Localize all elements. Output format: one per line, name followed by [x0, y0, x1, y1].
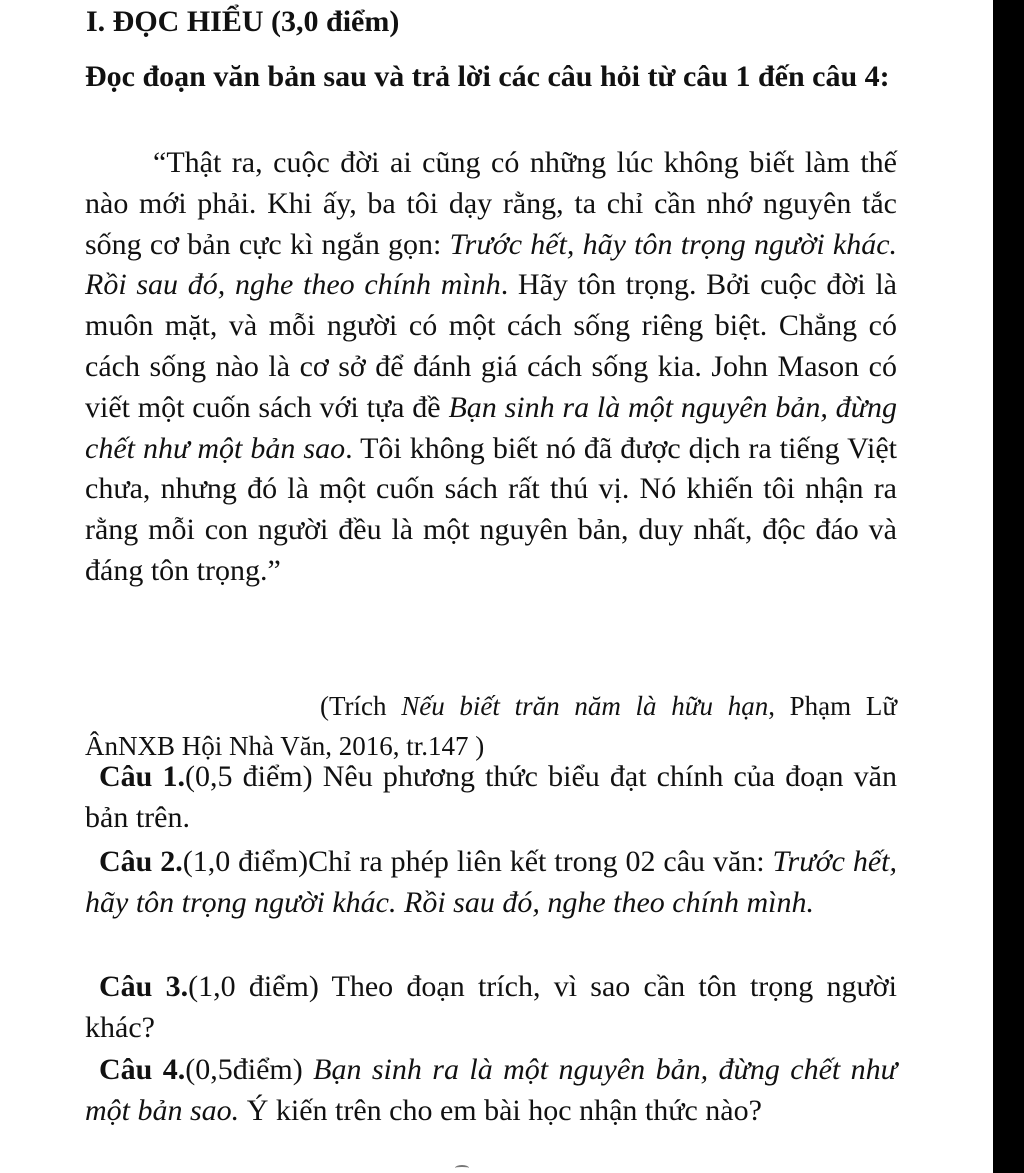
passage-text-2: . Hãy tôn trọng. Bởi cuộc đời là muôn mặt, và mỗi người có một cách sống riêng biệt. Chẳng có cách sống nào là cơ sở để đánh giá cách sống kia. John Mason có viết một cuốn sách với tựa đề: [85, 268, 897, 424]
question-3: [85, 967, 897, 1049]
question-4: [85, 1050, 897, 1132]
page-bottom-mark: [455, 1165, 469, 1171]
citation-prefix: (Trích: [320, 691, 402, 721]
passage-italic-principle: Trước hết, hãy tôn trọng người khác. Rồi sau đó, nghe theo chính mình: [85, 227, 898, 302]
question-1-label: Câu 1.: [99, 760, 185, 793]
dark-right-edge: [993, 0, 1024, 1173]
question-2-label: Câu 2.: [99, 845, 183, 878]
question-2: [85, 842, 897, 924]
question-1: [85, 757, 897, 839]
question-4-text-2: Ý kiến trên cho em bài học nhận thức nào?: [239, 1093, 762, 1127]
source-citation: [85, 686, 897, 766]
question-3-text: (1,0 điểm) Theo đoạn trích, vì sao cần tôn trọng người khác?: [85, 970, 897, 1044]
passage-italic-book-title: Bạn sinh ra là một nguyên bản, đừng chết như một bản sao: [85, 390, 898, 465]
question-2-quote: Trước hết, hãy tôn trọng người khác. Rồi sau đó, nghe theo chính mình.: [85, 845, 897, 919]
question-4-label: Câu 4.: [99, 1053, 186, 1086]
reading-instruction: Đọc đoạn văn bản sau và trả lời các câu hỏi từ câu 1 đến câu 4:: [85, 60, 890, 93]
question-4-text: (0,5điểm): [185, 1053, 314, 1086]
question-4-quote: Bạn sinh ra là một nguyên bản, đừng chết như một bản sao.: [85, 1053, 897, 1127]
section-heading: I. ĐỌC HIỂU (3,0 điểm): [86, 5, 400, 38]
question-2-text: (1,0 điểm)Chỉ ra phép liên kết trong 02 câu văn:: [182, 845, 773, 878]
citation-title: Nếu biết trăn năm là hữu hạn: [401, 691, 769, 721]
question-1-text: (0,5 điểm) Nêu phương thức biểu đạt chính của đoạn văn bản trên.: [85, 760, 897, 834]
citation-suffix: , Phạm Lữ ÂnNXB Hội Nhà Văn, 2016, tr.147 ): [85, 691, 897, 761]
passage-text-3: . Tôi không biết nó đã được dịch ra tiếng Việt chưa, nhưng đó là một cuốn sách rất thú vị. Nó khiến tôi nhận ra rằng mỗi con người đều là một nguyên bản, duy nhất, độc đáo và đáng tôn trọng.”: [85, 431, 897, 587]
passage-text-1: “Thật ra, cuộc đời ai cũng có những lúc không biết làm thế nào mới phải. Khi ấy, ba tôi dạy rằng, ta chỉ cần nhớ nguyên tắc sống cơ bản cực kì ngắn gọn:: [85, 146, 897, 261]
question-3-label: Câu 3.: [99, 970, 189, 1003]
reading-passage: [85, 143, 897, 592]
